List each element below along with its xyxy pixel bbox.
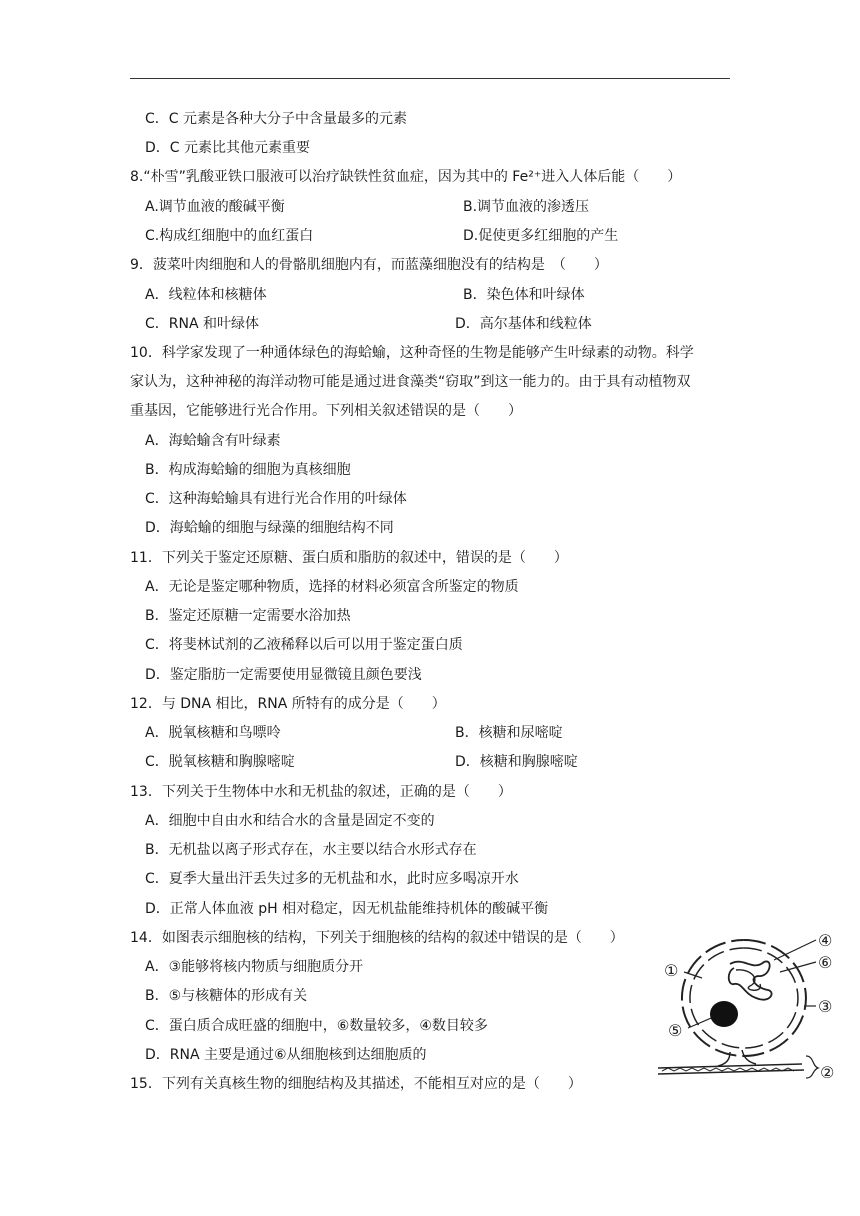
q8-option-b: B.调节血液的渗透压 — [463, 199, 590, 215]
q14-option-a: A．③能够将核内物质与细胞质分开 — [145, 959, 364, 975]
nucleolus — [710, 1001, 738, 1027]
q14-option-d: D．RNA 主要是通过⑥从细胞核到达细胞质的 — [145, 1047, 427, 1063]
label-1: ① — [664, 961, 679, 980]
q12-option-a: A．脱氧核糖和鸟嘌呤 — [145, 725, 281, 741]
q9-option-b: B．染色体和叶绿体 — [463, 287, 585, 303]
q12-option-d: D．核糖和胸腺嘧啶 — [455, 754, 578, 770]
q8-option-a: A.调节血液的酸碱平衡 — [145, 199, 285, 215]
q10-option-c: C．这种海蛤蝓具有进行光合作用的叶绿体 — [145, 491, 407, 507]
question-12: 12．与 DNA 相比，RNA 所特有的成分是（ ） — [130, 696, 446, 712]
q10-option-b: B．构成海蛤蝓的细胞为真核细胞 — [145, 462, 351, 478]
question-10-line-3: 重基因，它能够进行光合作用。下列相关叙述错误的是（ ） — [130, 403, 522, 419]
q9-option-c: C．RNA 和叶绿体 — [145, 316, 260, 332]
q14-option-b: B．⑤与核糖体的形成有关 — [145, 988, 308, 1004]
question-11: 11．下列关于鉴定还原糖、蛋白质和脂肪的叙述中，错误的是（ ） — [130, 550, 568, 566]
label-3: ③ — [818, 997, 833, 1016]
chromatin — [729, 961, 772, 999]
question-14: 14．如图表示细胞核的结构，下列关于细胞核的结构的叙述中错误的是（ ） — [130, 930, 624, 946]
option-d: D．C 元素比其他元素重要 — [145, 140, 311, 156]
nucleus-diagram — [652, 928, 840, 1080]
q13-option-a: A．细胞中自由水和结合水的含量是固定不变的 — [145, 813, 435, 829]
question-10-line-2: 家认为，这种神秘的海洋动物可能是通过进食藻类“窃取”到这一能力的。由于具有动植物双 — [130, 374, 691, 390]
question-8: 8.“朴雪”乳酸亚铁口服液可以治疗缺铁性贫血症，因为其中的 Fe²⁺进入人体后能（ ） — [130, 169, 682, 185]
q8-option-c: C.构成红细胞中的血红蛋白 — [145, 228, 314, 244]
q14-option-c: C．蛋白质合成旺盛的细胞中，⑥数量较多，④数目较多 — [145, 1018, 488, 1034]
q11-option-b: B．鉴定还原糖一定需要水浴加热 — [145, 608, 351, 624]
label-4: ④ — [818, 931, 833, 950]
label-5: ⑤ — [668, 1021, 683, 1040]
q10-option-d: D．海蛤蝓的细胞与绿藻的细胞结构不同 — [145, 520, 394, 536]
nuclear-envelope-outer — [682, 940, 806, 1056]
question-13: 13．下列关于生物体中水和无机盐的叙述，正确的是（ ） — [130, 784, 512, 800]
question-15: 15．下列有关真核生物的细胞结构及其描述，不能相互对应的是（ ） — [130, 1076, 582, 1092]
q11-option-d: D．鉴定脂肪一定需要使用显微镜且颜色要浅 — [145, 667, 422, 683]
question-9: 9．菠菜叶肉细胞和人的骨骼肌细胞内有，而蓝藻细胞没有的结构是 （ ） — [130, 257, 608, 273]
header-rule — [130, 78, 730, 79]
q13-option-d: D．正常人体血液 pH 相对稳定，因无机盐能维持机体的酸碱平衡 — [145, 901, 549, 917]
q13-option-c: C．夏季大量出汗丢失过多的无机盐和水，此时应多喝凉开水 — [145, 871, 519, 887]
q12-option-b: B．核糖和尿嘧啶 — [455, 725, 563, 741]
q9-option-d: D．高尔基体和线粒体 — [455, 316, 592, 332]
q9-option-a: A．线粒体和核糖体 — [145, 287, 267, 303]
q12-option-c: C．脱氧核糖和胸腺嘧啶 — [145, 754, 295, 770]
label-6: ⑥ — [818, 953, 833, 972]
q8-option-d: D.促使更多红细胞的产生 — [463, 228, 619, 244]
question-10-line-1: 10．科学家发现了一种通体绿色的海蛤蝓，这种奇怪的生物是能够产生叶绿素的动物。科学 — [130, 345, 694, 361]
q10-option-a: A．海蛤蝓含有叶绿素 — [145, 433, 281, 449]
q11-option-c: C．将斐林试剂的乙液稀释以后可以用于鉴定蛋白质 — [145, 637, 463, 653]
q11-option-a: A．无论是鉴定哪种物质，选择的材料必须富含所鉴定的物质 — [145, 579, 519, 595]
option-c: C．C 元素是各种大分子中含量最多的元素 — [145, 111, 407, 127]
label-2: ② — [820, 1063, 835, 1080]
q13-option-b: B．无机盐以离子形式存在，水主要以结合水形式存在 — [145, 842, 477, 858]
